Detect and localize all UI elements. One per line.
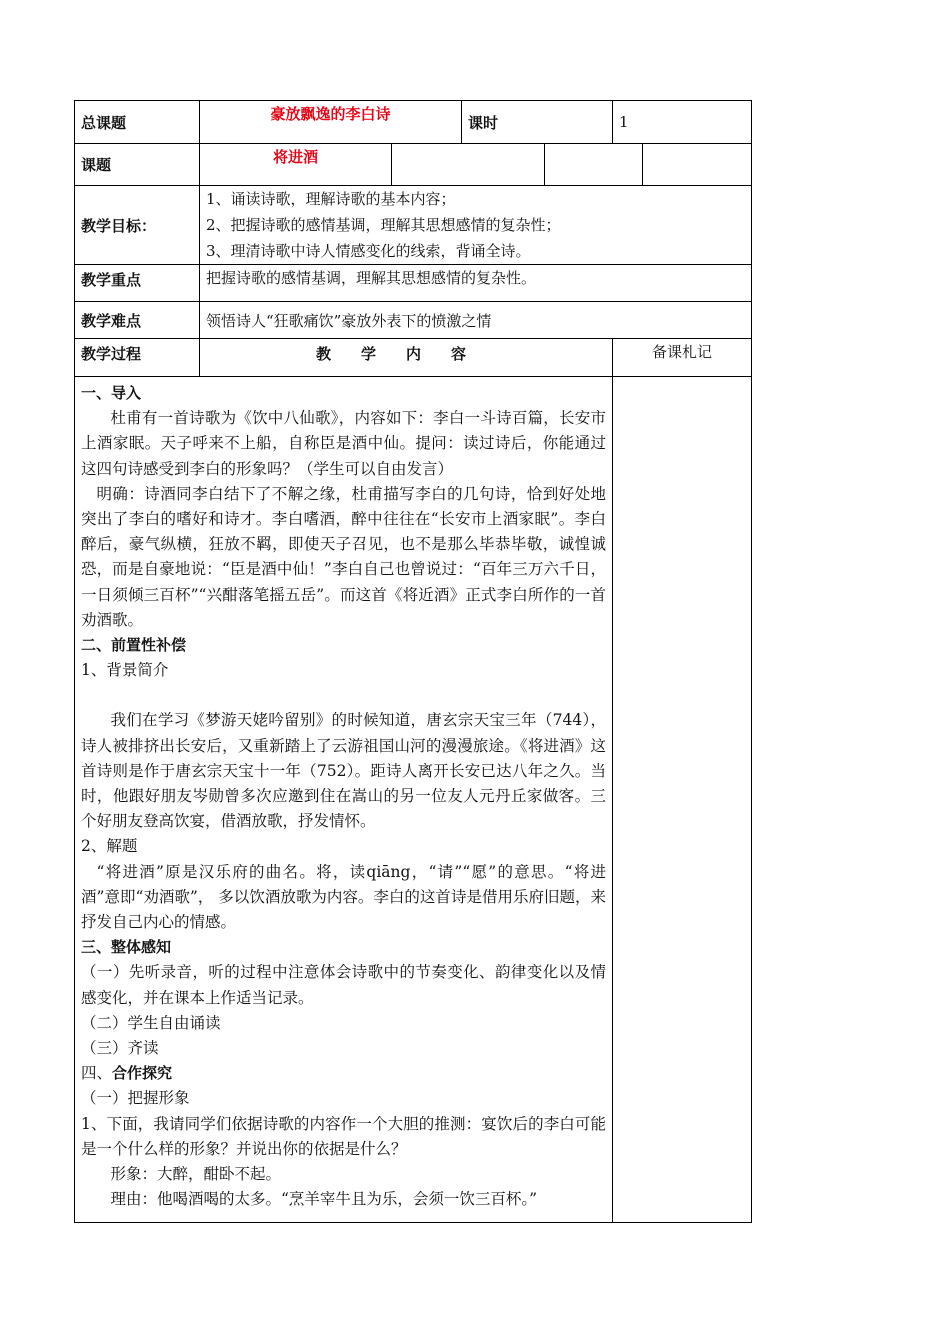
paragraph: 杜甫有一首诗歌为《饮中八仙歌》，内容如下：李白一斗诗百篇，长安市上酒家眠。天子呼来不上船，自称臣是酒中仙。提问：读过诗后，你能通过这四句诗感受到李白的形象吗？（学生可以自由发言） [81,409,607,478]
notes-column-label: 备课札记 [613,339,752,377]
paragraph: 明确：诗酒同李白结下了不解之缘，杜甫描写李白的几句诗，恰到好处地突出了李白的嗜好和诗才。李白嗜酒，醉中往往在“长安市上酒家眠”。李白醉后，豪气纵横，狂放不羁，即使天子召见，也不是那么毕恭毕敬，诚惶诚恐，而是自豪地说：“臣是酒中仙！”李白自己也曾说过：“百年三万六千日，一日须倾三百杯”“兴酣落笔摇五岳”。而这首《将近酒》正式李白所作的一首劝酒歌。 [81,484,607,629]
section-title [81,1061,606,1086]
key-point-value: 把握诗歌的感情基调，理解其思想感情的复杂性。 [200,265,752,302]
section-title: 一、导入 [81,384,142,402]
section-title-text: 合作探究 [112,1064,173,1083]
lesson-plan-table [74,100,752,1223]
paragraph: （二）学生自由诵读 [81,1013,221,1032]
total-topic-value: 豪放飘逸的李白诗 [200,101,462,144]
paragraph: （一）先听录音，听的过程中注意体会诗歌中的节奏变化、韵律变化以及情感变化，并在课本上作适当记录。 [81,963,607,1007]
teaching-content [75,377,613,1223]
spacer [81,683,606,708]
empty-cell-b [545,144,643,186]
process-header-row [75,339,752,377]
difficulty-value: 领悟诗人“狂歌痛饮”豪放外表下的愤激之情 [200,302,752,339]
paragraph: （三）齐读 [81,1039,159,1058]
notes-cell [613,377,752,1223]
total-topic-label: 总课题 [75,101,200,144]
process-content-row [75,377,752,1223]
paragraph: （一）把握形象 [81,1089,190,1108]
empty-cell-a [392,144,545,186]
subsection-title: 2、解题 [81,837,138,856]
period-label: 课时 [462,101,613,144]
difficulty-row [75,302,752,339]
section-number: 四、 [81,1064,113,1083]
subsection-title: 1、背景简介 [81,661,169,680]
objectives-label: 教学目标： [75,186,200,265]
period-value: 1 [613,101,752,144]
content-body [81,381,606,1213]
lesson-plan-page [74,100,751,1223]
paragraph: “将进酒”原是汉乐府的曲名。将，读qiāng，“请”“愿”的意思。“将进酒”意即“劝酒歌”， 多以饮酒放歌为内容。李白的这首诗是借用乐府旧题，来抒发自己内心的情感。 [81,862,607,932]
paragraph: 我们在学习《梦游天姥吟留别》的时候知道，唐玄宗天宝三年（744），诗人被排挤出长安后，又重新踏上了云游祖国山河的漫漫旅途。《将进酒》这首诗则是作于唐玄宗天宝十一年（752）。距诗人离开长安已达八年之久。当时，他跟好朋友岑勋曾多次应邀到住在嵩山的另一位友人元丹丘家做客。三个好朋友登高饮宴，借酒放歌，抒发情怀。 [81,711,607,831]
key-point-row [75,265,752,302]
header-row-2 [75,144,752,186]
topic-label: 课题 [75,144,200,186]
header-row-1 [75,101,752,144]
empty-cell-c [643,144,752,186]
objectives-list [200,186,752,265]
section-title: 三、整体感知 [81,938,172,957]
objective-item: 2、把握诗歌的感情基调，理解其思想感情的复杂性； [206,216,561,234]
difficulty-label: 教学难点 [75,302,200,339]
paragraph: 形象：大醉，酣卧不起。 [110,1165,281,1184]
objective-item: 1、诵读诗歌，理解诗歌的基本内容； [206,190,456,208]
key-point-label: 教学重点 [75,265,200,302]
objectives-row [75,186,752,265]
section-title: 二、前置性补偿 [81,636,187,655]
paragraph: 理由：他喝酒喝的太多。“烹羊宰牛且为乐，会须一饮三百杯。” [110,1190,538,1209]
paragraph: 1、下面，我请同学们依据诗歌的内容作一个大胆的推测：宴饮后的李白可能是一个什么样的形象？并说出你的依据是什么？ [81,1114,607,1158]
content-column-label: 教 学 内 容 [200,339,613,377]
topic-value: 将进酒 [200,144,392,186]
process-label: 教学过程 [75,339,200,377]
objective-item: 3、理清诗歌中诗人情感变化的线索，背诵全诗。 [206,242,531,260]
